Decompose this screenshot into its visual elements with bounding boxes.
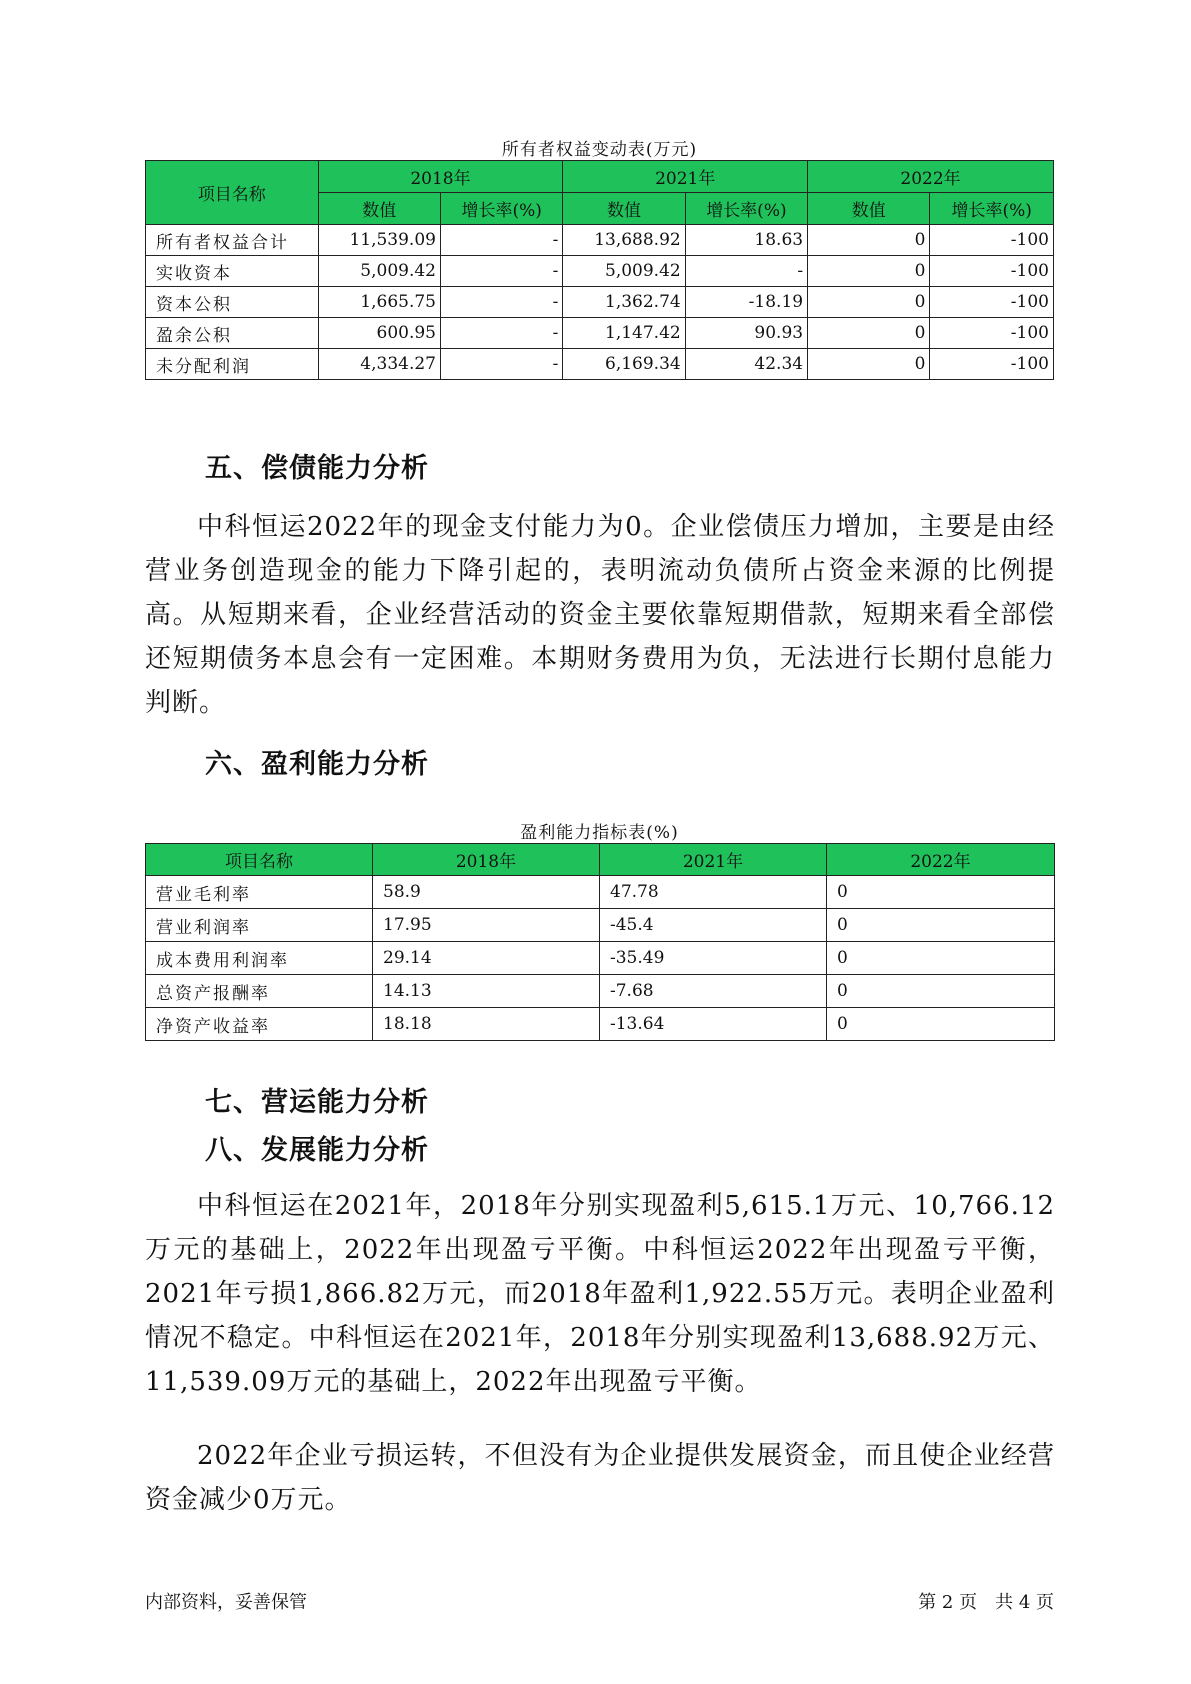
section-heading-operations: 七、营运能力分析 [205,1087,429,1118]
table-row [146,909,1055,942]
cell-growth: 18.63 [685,225,807,256]
profit-table [145,843,1055,1041]
row-name: 营业毛利率 [146,876,373,909]
cell-growth: -100 [930,225,1054,256]
header-value: 数值 [563,193,685,225]
cell-value: 13,688.92 [563,225,685,256]
cell-growth: 90.93 [685,318,807,349]
cell-growth: - [440,287,562,318]
table-row [146,318,1054,349]
equity-table [145,160,1054,380]
table-row [146,225,1054,256]
paragraph-development: 中科恒运在2021年，2018年分别实现盈利5,615.1万元、10,766.12万元的基础上，2022年出现盈亏平衡。中科恒运2022年出现盈亏平衡，2021年亏损1,866.82万元，而2018年盈利1,922.55万元。表明企业盈利情况不稳定。中科恒运在2021年，2018年分别实现盈利13,688.92万元、11,539.09万元的基础上，2022年出现盈亏平衡。 [145,1191,1055,1397]
paragraph-development-funds: 2022年企业亏损运转，不但没有为企业提供发展资金，而且使企业经营资金减少0万元。 [145,1441,1055,1515]
cell-growth: - [440,349,562,380]
cell-value: 14.13 [373,975,600,1008]
cell-value: 0 [808,256,930,287]
header-year-2021: 2021年 [563,161,808,193]
cell-value: 0 [827,909,1055,942]
cell-growth: - [440,318,562,349]
table-row [146,942,1055,975]
cell-growth: 42.34 [685,349,807,380]
row-name: 所有者权益合计 [146,225,319,256]
cell-value: 0 [808,318,930,349]
footer-confidential: 内部资料，妥善保管 [145,1592,307,1613]
row-name: 成本费用利润率 [146,942,373,975]
cell-value: 17.95 [373,909,600,942]
table-row [146,975,1055,1008]
header-year-2022: 2022年 [808,161,1054,193]
cell-value: 0 [808,349,930,380]
cell-value: 0 [827,942,1055,975]
table-row [146,287,1054,318]
cell-value: 0 [827,1008,1055,1041]
table-row [146,1008,1055,1041]
cell-value: 1,147.42 [563,318,685,349]
cell-value: 4,334.27 [318,349,440,380]
cell-growth: - [440,225,562,256]
cell-growth: -100 [930,349,1054,380]
header-year-2018: 2018年 [373,844,600,876]
cell-growth: -18.19 [685,287,807,318]
paragraph-solvency: 中科恒运2022年的现金支付能力为0。企业偿债压力增加，主要是由经营业务创造现金的能力下降引起的，表明流动负债所占资金来源的比例提高。从短期来看，企业经营活动的资金主要依靠短期借款，短期来看全部偿还短期债务本息会有一定困难。本期财务费用为负，无法进行长期付息能力判断。 [145,512,1055,718]
row-name: 总资产报酬率 [146,975,373,1008]
row-name: 净资产收益率 [146,1008,373,1041]
header-value: 数值 [808,193,930,225]
cell-value: 1,362.74 [563,287,685,318]
cell-value: 58.9 [373,876,600,909]
cell-value: -45.4 [600,909,827,942]
header-item-name: 项目名称 [146,161,319,225]
cell-value: 29.14 [373,942,600,975]
cell-value: 47.78 [600,876,827,909]
header-growth: 增长率(%) [685,193,807,225]
section-heading-solvency: 五、偿债能力分析 [205,453,429,484]
header-growth: 增长率(%) [440,193,562,225]
cell-value: 0 [808,287,930,318]
header-growth: 增长率(%) [930,193,1054,225]
row-name: 营业利润率 [146,909,373,942]
table-row [146,256,1054,287]
header-item-name: 项目名称 [146,844,373,876]
header-year-2021: 2021年 [600,844,827,876]
cell-value: 11,539.09 [318,225,440,256]
cell-value: 0 [827,975,1055,1008]
cell-growth: -100 [930,318,1054,349]
section-heading-development: 八、发展能力分析 [205,1135,429,1166]
cell-value: 6,169.34 [563,349,685,380]
row-name: 未分配利润 [146,349,319,380]
cell-value: 0 [827,876,1055,909]
table-row [146,349,1054,380]
header-year-2022: 2022年 [827,844,1055,876]
header-year-2018: 2018年 [318,161,563,193]
cell-value: -13.64 [600,1008,827,1041]
cell-value: -35.49 [600,942,827,975]
equity-table-caption: 所有者权益变动表(万元) [501,140,698,160]
table-row [146,876,1055,909]
cell-value: -7.68 [600,975,827,1008]
cell-value: 0 [808,225,930,256]
header-value: 数值 [318,193,440,225]
cell-value: 18.18 [373,1008,600,1041]
row-name: 实收资本 [146,256,319,287]
cell-value: 5,009.42 [563,256,685,287]
row-name: 盈余公积 [146,318,319,349]
section-heading-profitability: 六、盈利能力分析 [205,749,429,780]
cell-value: 5,009.42 [318,256,440,287]
cell-growth: - [440,256,562,287]
profit-table-caption: 盈利能力指标表(%) [520,823,679,843]
row-name: 资本公积 [146,287,319,318]
cell-value: 600.95 [318,318,440,349]
footer-page-number: 第 2 页 共 4 页 [918,1592,1054,1613]
cell-growth: -100 [930,256,1054,287]
cell-growth: - [685,256,807,287]
cell-growth: -100 [930,287,1054,318]
cell-value: 1,665.75 [318,287,440,318]
